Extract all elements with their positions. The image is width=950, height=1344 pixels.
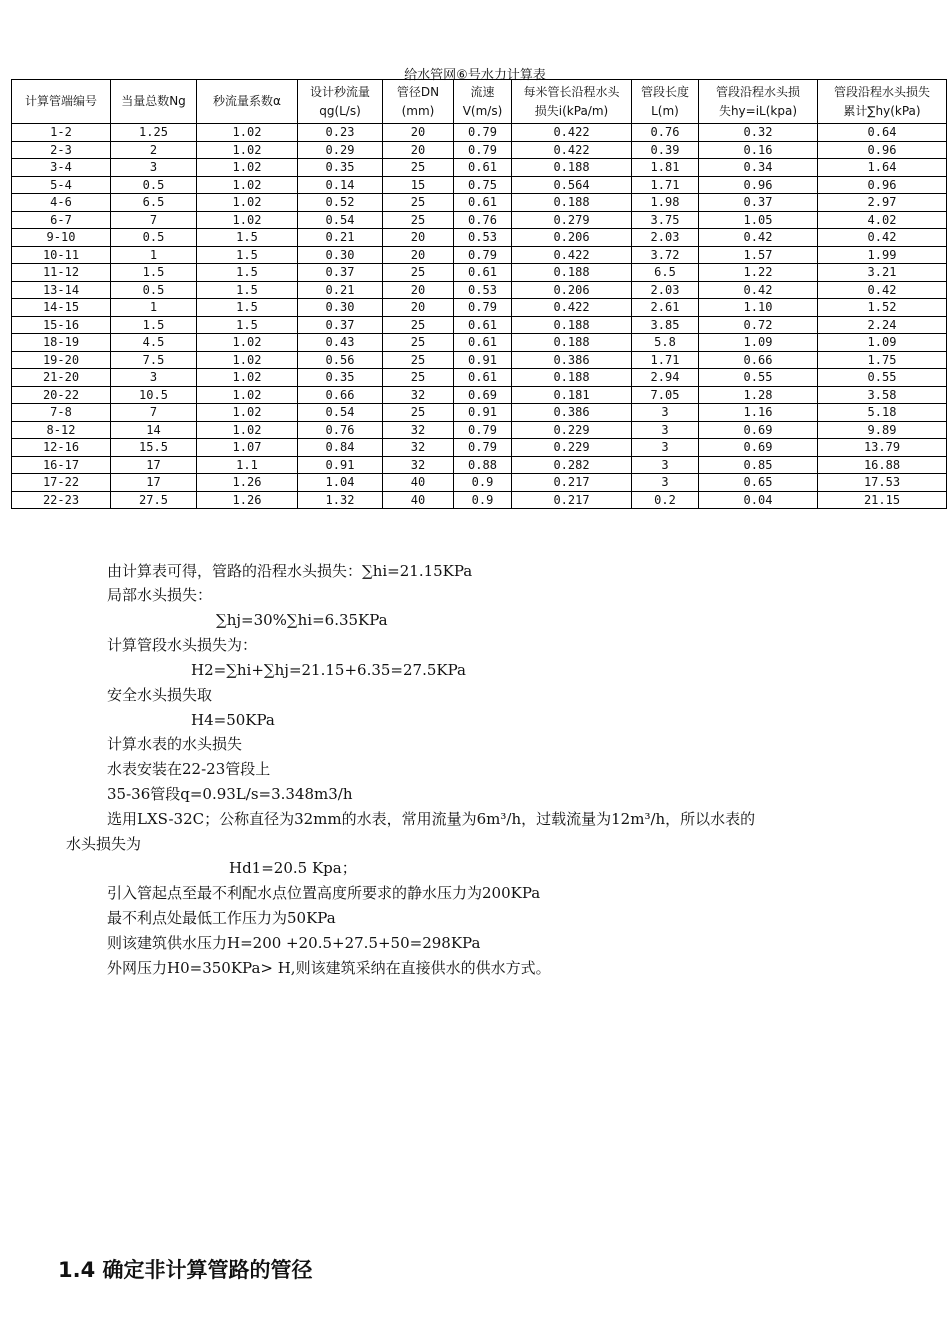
- table-row: [12, 334, 947, 352]
- table-cell: 0.52: [298, 194, 383, 212]
- column-header-line: 秒流量系数α: [213, 94, 281, 108]
- table-row: [12, 264, 947, 282]
- table-cell: 14: [111, 421, 197, 439]
- table-caption: 给水管网⑥号水力计算表: [404, 68, 546, 83]
- text-line-conclusion: 外网压力H0=350KPa> H,则该建筑采纳在直接供水的供水方式。: [107, 959, 551, 977]
- table-row: [12, 456, 947, 474]
- text-line-meter-loss-label: 计算水表的水头损失: [107, 735, 243, 753]
- table-cell: 0.76: [454, 211, 512, 229]
- table-cell: 2.03: [632, 229, 699, 247]
- table-row: [12, 159, 947, 177]
- column-header: [699, 80, 818, 124]
- table-row: [12, 124, 947, 142]
- table-cell: 1.5: [197, 299, 298, 317]
- table-cell: 7: [111, 404, 197, 422]
- table-cell: 1.04: [298, 474, 383, 492]
- table-cell: 0.422: [512, 246, 632, 264]
- table-cell: 2: [111, 141, 197, 159]
- table-row: [12, 474, 947, 492]
- table-cell: 12-16: [12, 439, 111, 457]
- table-cell: 1.02: [197, 351, 298, 369]
- table-cell: 1.02: [197, 176, 298, 194]
- table-cell: 1.02: [197, 141, 298, 159]
- table-cell: 3-4: [12, 159, 111, 177]
- table-cell: 1-2: [12, 124, 111, 142]
- table-cell: 0.206: [512, 281, 632, 299]
- table-cell: 0.16: [699, 141, 818, 159]
- table-cell: 1.81: [632, 159, 699, 177]
- table-cell: 20-22: [12, 386, 111, 404]
- text-line-meter-selection-cont: 水头损失为: [66, 835, 142, 853]
- table-cell: 7.05: [632, 386, 699, 404]
- table-cell: 3: [632, 456, 699, 474]
- table-cell: 0.5: [111, 229, 197, 247]
- table-cell: 0.9: [454, 474, 512, 492]
- table-cell: 5-4: [12, 176, 111, 194]
- table-row: [12, 404, 947, 422]
- table-cell: 0.96: [699, 176, 818, 194]
- table-cell: 0.14: [298, 176, 383, 194]
- table-cell: 0.79: [454, 439, 512, 457]
- table-row: [12, 421, 947, 439]
- table-cell: 1.16: [699, 404, 818, 422]
- column-header-line: 失hy=iL(kpa): [718, 103, 798, 118]
- table-cell: 1.99: [818, 246, 947, 264]
- table-cell: 25: [383, 351, 454, 369]
- table-cell: 22-23: [12, 491, 111, 509]
- table-cell: 7: [111, 211, 197, 229]
- table-cell: 13-14: [12, 281, 111, 299]
- table-cell: 3.72: [632, 246, 699, 264]
- table-cell: 4-6: [12, 194, 111, 212]
- table-row: [12, 299, 947, 317]
- table-cell: 0.422: [512, 299, 632, 317]
- table-row: [12, 194, 947, 212]
- table-cell: 8-12: [12, 421, 111, 439]
- column-header-line: 设计秒流量: [309, 84, 370, 99]
- table-cell: 1.5: [197, 316, 298, 334]
- table-cell: 20: [383, 246, 454, 264]
- table-cell: 20: [383, 124, 454, 142]
- table-cell: 0.91: [454, 351, 512, 369]
- table-cell: 0.42: [699, 229, 818, 247]
- table-cell: 0.188: [512, 264, 632, 282]
- table-cell: 3: [111, 159, 197, 177]
- column-header-line: 累计∑hy(kPa): [843, 103, 921, 118]
- table-cell: 1.64: [818, 159, 947, 177]
- table-cell: 1.02: [197, 421, 298, 439]
- table-cell: 0.72: [699, 316, 818, 334]
- column-header-line: 计算管端编号: [24, 94, 97, 108]
- column-header: [383, 80, 454, 124]
- table-cell: 0.5: [111, 176, 197, 194]
- table-cell: 0.79: [454, 299, 512, 317]
- table-cell: 0.30: [298, 299, 383, 317]
- table-cell: 0.21: [298, 229, 383, 247]
- table-cell: 13.79: [818, 439, 947, 457]
- table-cell: 1.09: [818, 334, 947, 352]
- table-cell: 19-20: [12, 351, 111, 369]
- table-cell: 0.564: [512, 176, 632, 194]
- table-cell: 0.69: [699, 421, 818, 439]
- table-cell: 18-19: [12, 334, 111, 352]
- table-cell: 6-7: [12, 211, 111, 229]
- table-cell: 0.64: [818, 124, 947, 142]
- table-cell: 16.88: [818, 456, 947, 474]
- column-header: [12, 80, 111, 124]
- table-cell: 15.5: [111, 439, 197, 457]
- table-cell: 1: [111, 246, 197, 264]
- table-cell: 1.02: [197, 211, 298, 229]
- column-header-line: V(m/s): [462, 103, 503, 118]
- table-cell: 0.04: [699, 491, 818, 509]
- table-cell: 1.02: [197, 386, 298, 404]
- column-header-line: (mm): [401, 103, 435, 118]
- table-cell: 0.55: [699, 369, 818, 387]
- table-cell: 0.5: [111, 281, 197, 299]
- table-cell: 3.21: [818, 264, 947, 282]
- text-line-flow-rate: 35-36管段q=0.93L/s=3.348m3/h: [107, 785, 353, 803]
- table-cell: 25: [383, 211, 454, 229]
- column-header-line: 流速: [470, 84, 495, 99]
- table-cell: 1: [111, 299, 197, 317]
- column-header-line: 当量总数Ng: [121, 94, 186, 108]
- table-cell: 0.61: [454, 316, 512, 334]
- table-cell: 2.24: [818, 316, 947, 334]
- table-cell: 40: [383, 491, 454, 509]
- column-header: [197, 80, 298, 124]
- table-cell: 32: [383, 386, 454, 404]
- table-cell: 3: [632, 404, 699, 422]
- table-row: [12, 491, 947, 509]
- column-header-line: 每米管长沿程水头: [523, 84, 620, 99]
- table-cell: 5.8: [632, 334, 699, 352]
- table-cell: 3: [632, 474, 699, 492]
- column-header-line: 损失i(kPa/m): [534, 103, 609, 118]
- table-cell: 0.23: [298, 124, 383, 142]
- table-cell: 0.188: [512, 159, 632, 177]
- table-cell: 0.188: [512, 334, 632, 352]
- text-line-h2-formula: H2=∑hi+∑hj=21.15+6.35=27.5KPa: [191, 661, 466, 679]
- table-cell: 1.32: [298, 491, 383, 509]
- table-cell: 0.217: [512, 491, 632, 509]
- text-line-hd1-value: Hd1=20.5 Kpa；: [229, 859, 357, 877]
- column-header: [818, 80, 947, 124]
- table-cell: 3: [111, 369, 197, 387]
- table-cell: 0.9: [454, 491, 512, 509]
- column-header-line: 管段沿程水头损失: [833, 84, 930, 99]
- table-cell: 6.5: [111, 194, 197, 212]
- table-cell: 0.279: [512, 211, 632, 229]
- table-row: [12, 439, 947, 457]
- table-cell: 1.71: [632, 176, 699, 194]
- table-cell: 0.55: [818, 369, 947, 387]
- table-cell: 0.43: [298, 334, 383, 352]
- table-cell: 3.75: [632, 211, 699, 229]
- table-cell: 1.25: [111, 124, 197, 142]
- table-cell: 0.91: [298, 456, 383, 474]
- table-cell: 0.422: [512, 141, 632, 159]
- table-cell: 17-22: [12, 474, 111, 492]
- table-cell: 0.34: [699, 159, 818, 177]
- table-cell: 16-17: [12, 456, 111, 474]
- table-cell: 14-15: [12, 299, 111, 317]
- column-header-line: 管段沿程水头损: [715, 84, 800, 99]
- table-row: [12, 229, 947, 247]
- table-cell: 10-11: [12, 246, 111, 264]
- table-cell: 1.71: [632, 351, 699, 369]
- table-cell: 32: [383, 456, 454, 474]
- table-cell: 0.206: [512, 229, 632, 247]
- table-cell: 0.66: [298, 386, 383, 404]
- table-cell: 1.5: [197, 264, 298, 282]
- table-cell: 0.79: [454, 246, 512, 264]
- table-cell: 11-12: [12, 264, 111, 282]
- table-cell: 40: [383, 474, 454, 492]
- table-cell: 0.229: [512, 421, 632, 439]
- table-cell: 0.53: [454, 281, 512, 299]
- hydraulic-calculation-table: [11, 79, 947, 509]
- table-cell: 0.42: [818, 281, 947, 299]
- table-cell: 0.88: [454, 456, 512, 474]
- text-line-min-pressure: 最不利点处最低工作压力为50KPa: [107, 909, 336, 927]
- table-cell: 2.97: [818, 194, 947, 212]
- table-cell: 20: [383, 141, 454, 159]
- table-cell: 0.29: [298, 141, 383, 159]
- table-cell: 17: [111, 474, 197, 492]
- column-header: [512, 80, 632, 124]
- table-body: [12, 124, 947, 509]
- table-cell: 1.09: [699, 334, 818, 352]
- text-line-supply-pressure: 则该建筑供水压力H=200 +20.5+27.5+50=298KPa: [107, 934, 481, 952]
- table-cell: 1.02: [197, 194, 298, 212]
- table-cell: 1.57: [699, 246, 818, 264]
- table-cell: 0.79: [454, 141, 512, 159]
- table-cell: 3.58: [818, 386, 947, 404]
- table-cell: 25: [383, 334, 454, 352]
- text-line-local-loss-formula: ∑hj=30%∑hi=6.35KPa: [216, 611, 388, 629]
- table-cell: 0.76: [632, 124, 699, 142]
- table-cell: 0.61: [454, 159, 512, 177]
- table-cell: 2-3: [12, 141, 111, 159]
- table-cell: 4.02: [818, 211, 947, 229]
- table-cell: 0.79: [454, 421, 512, 439]
- table-cell: 0.32: [699, 124, 818, 142]
- table-cell: 0.69: [454, 386, 512, 404]
- text-line-segment-loss-label: 计算管段水头损失为：: [107, 636, 258, 654]
- table-cell: 0.229: [512, 439, 632, 457]
- table-cell: 0.61: [454, 264, 512, 282]
- table-cell: 1.10: [699, 299, 818, 317]
- column-header-line: qg(L/s): [319, 103, 361, 118]
- table-cell: 0.91: [454, 404, 512, 422]
- table-cell: 3.85: [632, 316, 699, 334]
- table-cell: 20: [383, 229, 454, 247]
- table-cell: 0.53: [454, 229, 512, 247]
- table-cell: 1.75: [818, 351, 947, 369]
- table-cell: 1.5: [197, 229, 298, 247]
- table-cell: 0.54: [298, 211, 383, 229]
- table-cell: 1.02: [197, 334, 298, 352]
- table-header-row: [12, 80, 947, 124]
- table-cell: 1.22: [699, 264, 818, 282]
- table-cell: 0.37: [298, 316, 383, 334]
- table-cell: 0.188: [512, 369, 632, 387]
- table-cell: 0.188: [512, 316, 632, 334]
- table-cell: 1.26: [197, 491, 298, 509]
- table-cell: 0.37: [298, 264, 383, 282]
- table-cell: 15: [383, 176, 454, 194]
- table-cell: 0.75: [454, 176, 512, 194]
- table-cell: 1.26: [197, 474, 298, 492]
- table-cell: 7.5: [111, 351, 197, 369]
- table-cell: 25: [383, 404, 454, 422]
- table-cell: 17.53: [818, 474, 947, 492]
- table-cell: 0.66: [699, 351, 818, 369]
- table-cell: 1.5: [197, 246, 298, 264]
- table-cell: 0.61: [454, 369, 512, 387]
- column-header: [454, 80, 512, 124]
- text-line-meter-selection: 选用LXS-32C；公称直径为32mm的水表，常用流量为6m³/h，过载流量为12m³/h，所以水表的: [107, 810, 756, 828]
- table-cell: 2.61: [632, 299, 699, 317]
- table-cell: 32: [383, 421, 454, 439]
- table-cell: 0.79: [454, 124, 512, 142]
- table-cell: 1.52: [818, 299, 947, 317]
- table-cell: 21-20: [12, 369, 111, 387]
- table-row: [12, 246, 947, 264]
- table-cell: 0.84: [298, 439, 383, 457]
- table-cell: 0.30: [298, 246, 383, 264]
- table-cell: 21.15: [818, 491, 947, 509]
- table-cell: 25: [383, 194, 454, 212]
- table-cell: 0.2: [632, 491, 699, 509]
- table-cell: 17: [111, 456, 197, 474]
- table-cell: 25: [383, 264, 454, 282]
- table-cell: 25: [383, 316, 454, 334]
- table-cell: 1.07: [197, 439, 298, 457]
- table-cell: 1.1: [197, 456, 298, 474]
- table-cell: 0.96: [818, 141, 947, 159]
- table-cell: 0.76: [298, 421, 383, 439]
- table-cell: 1.02: [197, 124, 298, 142]
- table-row: [12, 351, 947, 369]
- table-cell: 20: [383, 299, 454, 317]
- table-cell: 0.37: [699, 194, 818, 212]
- text-line-h4-value: H4=50KPa: [191, 711, 275, 729]
- table-cell: 1.02: [197, 369, 298, 387]
- table-cell: 0.21: [298, 281, 383, 299]
- table-cell: 0.69: [699, 439, 818, 457]
- table-cell: 4.5: [111, 334, 197, 352]
- table-cell: 1.05: [699, 211, 818, 229]
- table-cell: 27.5: [111, 491, 197, 509]
- column-header-line: L(m): [651, 103, 679, 118]
- table-cell: 0.56: [298, 351, 383, 369]
- table-cell: 0.39: [632, 141, 699, 159]
- table-cell: 0.35: [298, 369, 383, 387]
- table-cell: 0.61: [454, 334, 512, 352]
- table-cell: 9.89: [818, 421, 947, 439]
- table-row: [12, 211, 947, 229]
- table-cell: 1.5: [197, 281, 298, 299]
- table-cell: 0.54: [298, 404, 383, 422]
- table-cell: 0.282: [512, 456, 632, 474]
- table-cell: 7-8: [12, 404, 111, 422]
- table-cell: 0.61: [454, 194, 512, 212]
- table-row: [12, 386, 947, 404]
- table-cell: 3: [632, 439, 699, 457]
- table-cell: 25: [383, 159, 454, 177]
- table-cell: 15-16: [12, 316, 111, 334]
- table-cell: 0.422: [512, 124, 632, 142]
- table-cell: 3: [632, 421, 699, 439]
- table-cell: 1.02: [197, 404, 298, 422]
- table-cell: 1.5: [111, 264, 197, 282]
- table-row: [12, 281, 947, 299]
- table-cell: 0.85: [699, 456, 818, 474]
- table-row: [12, 316, 947, 334]
- table-cell: 1.5: [111, 316, 197, 334]
- column-header: [632, 80, 699, 124]
- table-cell: 2.03: [632, 281, 699, 299]
- table-cell: 6.5: [632, 264, 699, 282]
- table-cell: 0.65: [699, 474, 818, 492]
- text-line-safety-loss-label: 安全水头损失取: [107, 686, 213, 704]
- text-line-static-pressure: 引入管起点至最不利配水点位置高度所要求的静水压力为200KPa: [107, 884, 541, 902]
- table-row: [12, 176, 947, 194]
- table-row: [12, 141, 947, 159]
- table-cell: 2.94: [632, 369, 699, 387]
- text-line-meter-location: 水表安装在22-23管段上: [107, 760, 271, 778]
- table-cell: 1.28: [699, 386, 818, 404]
- column-header: [298, 80, 383, 124]
- table-cell: 32: [383, 439, 454, 457]
- table-cell: 0.386: [512, 351, 632, 369]
- table-cell: 0.42: [818, 229, 947, 247]
- table-cell: 25: [383, 369, 454, 387]
- table-cell: 1.98: [632, 194, 699, 212]
- table-cell: 0.42: [699, 281, 818, 299]
- table-cell: 10.5: [111, 386, 197, 404]
- column-header-line: 管段长度: [640, 84, 689, 99]
- table-cell: 0.35: [298, 159, 383, 177]
- column-header-line: 管径DN: [396, 84, 440, 99]
- table-cell: 9-10: [12, 229, 111, 247]
- text-line-local-loss-label: 局部水头损失：: [107, 586, 213, 604]
- table-cell: 0.188: [512, 194, 632, 212]
- table-cell: 0.181: [512, 386, 632, 404]
- table-cell: 0.386: [512, 404, 632, 422]
- table-cell: 20: [383, 281, 454, 299]
- table-row: [12, 369, 947, 387]
- table-cell: 1.02: [197, 159, 298, 177]
- table-cell: 5.18: [818, 404, 947, 422]
- column-header: [111, 80, 197, 124]
- table-cell: 0.96: [818, 176, 947, 194]
- section-heading: 1.4 确定非计算管路的管径: [58, 1258, 313, 1282]
- table-cell: 0.217: [512, 474, 632, 492]
- text-line-friction-loss: 由计算表可得，管路的沿程水头损失：∑hi=21.15KPa: [107, 562, 473, 580]
